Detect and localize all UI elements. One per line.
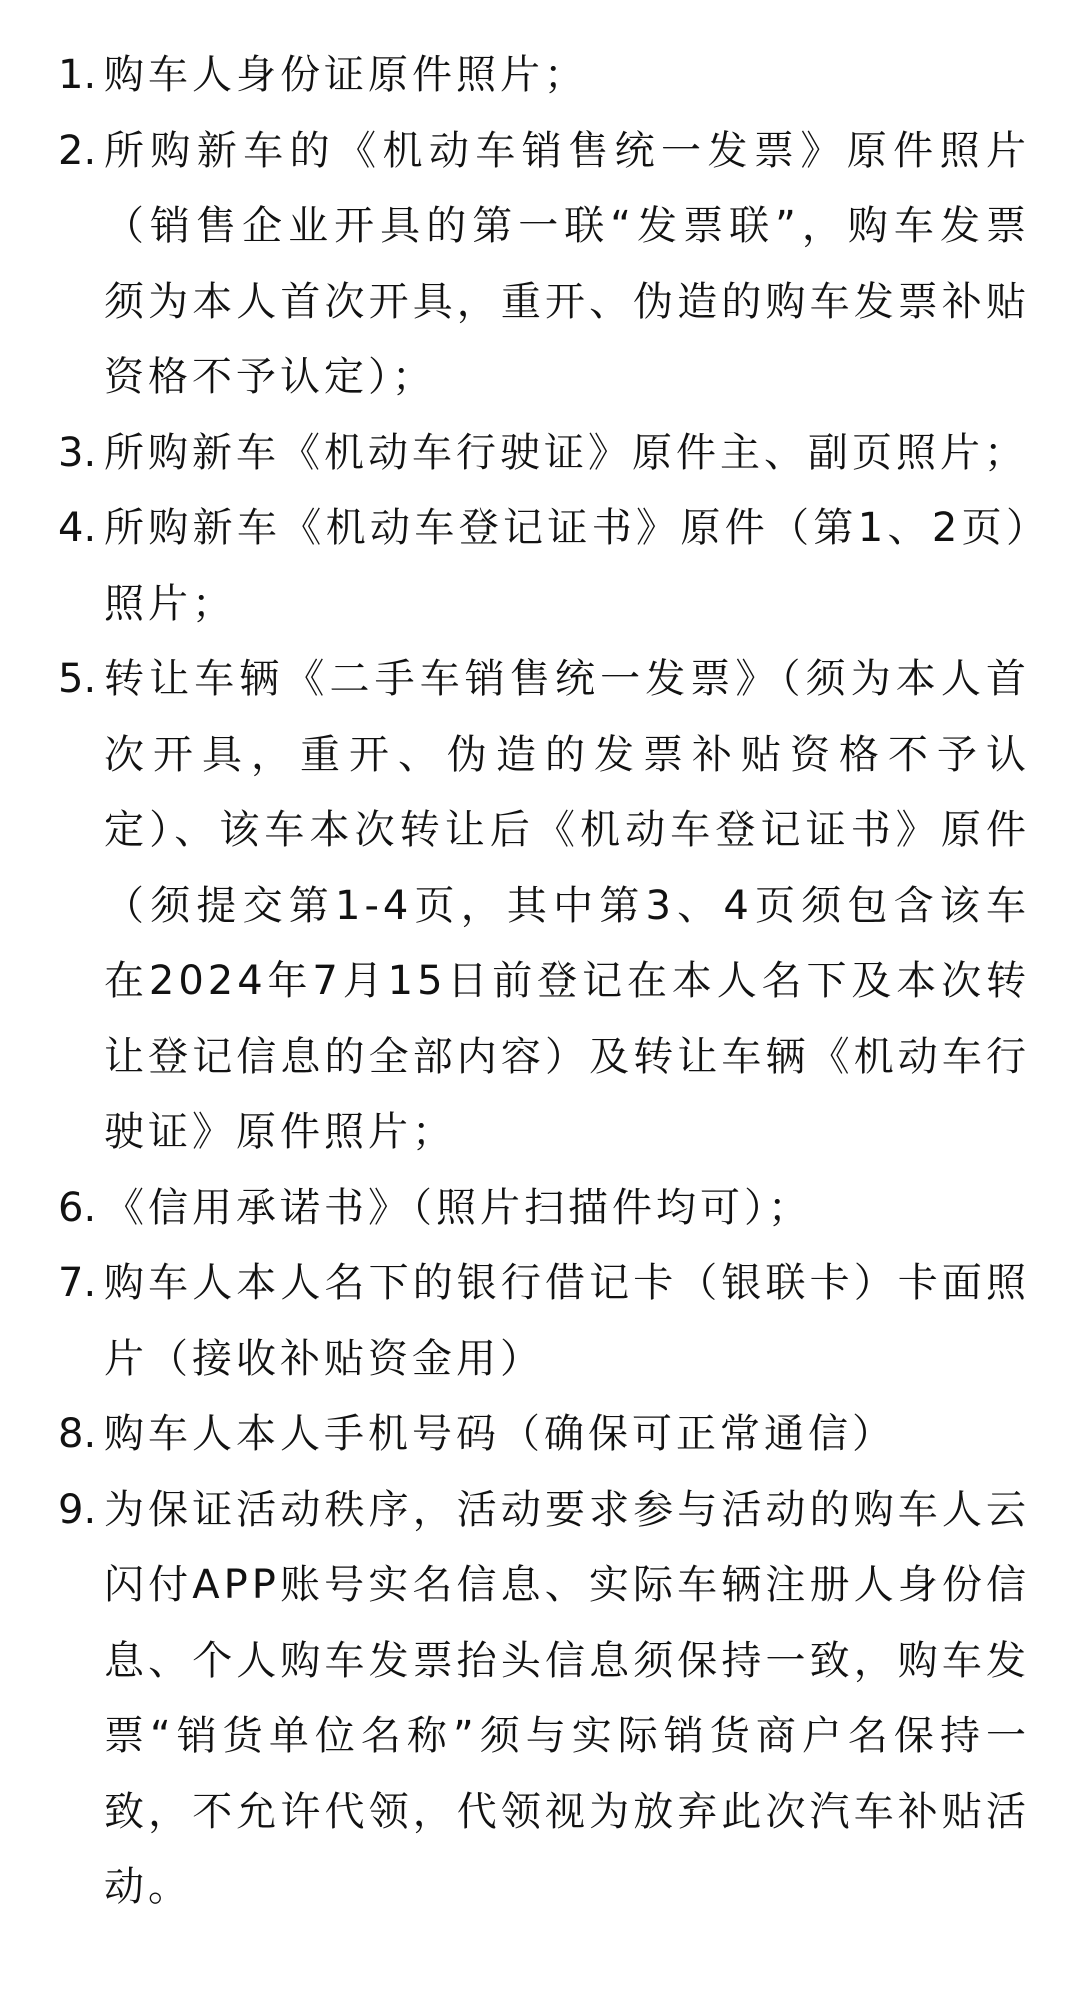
requirement-number: 7.	[58, 1260, 97, 1306]
requirement-text: 所购新车《机动车行驶证》原件主、副页照片；	[104, 429, 1028, 476]
requirement-item-7	[58, 1246, 1030, 1397]
requirement-text: 购车人身份证原件照片；	[104, 52, 588, 98]
requirement-number: 4.	[58, 505, 97, 551]
requirement-item-9	[58, 1473, 1030, 1926]
requirement-item-6	[58, 1171, 1030, 1247]
requirement-item-1	[58, 38, 1030, 114]
requirement-number: 5.	[58, 656, 97, 702]
requirement-item-5	[58, 642, 1030, 1171]
requirement-text: 所购新车《机动车登记证书》原件（第1、2页）照片；	[104, 505, 1030, 627]
requirement-item-4	[58, 491, 1030, 642]
requirement-text: 《信用承诺书》（照片扫描件均可）；	[104, 1184, 812, 1231]
requirement-item-3	[58, 416, 1030, 492]
requirement-text: 所购新车的《机动车销售统一发票》原件照片（销售企业开具的第一联“发票联”，购车发票须为本人首次开具，重开、伪造的购车发票补贴资格不予认定）；	[104, 127, 1030, 400]
requirement-text: 为保证活动秩序，活动要求参与活动的购车人云闪付APP账号实名信息、实际车辆注册人身份信息、个人购车发票抬头信息须保持一致，购车发票“销货单位名称”须与实际销货商户名保持一致，不允许代领，代领视为放弃此次汽车补贴活动。	[104, 1486, 1030, 1910]
requirement-item-8	[58, 1397, 1030, 1473]
requirement-item-2	[58, 114, 1030, 416]
requirement-text: 转让车辆《二手车销售统一发票》（须为本人首次开具，重开、伪造的发票补贴资格不予认定）、该车本次转让后《机动车登记证书》原件（须提交第1-4页，其中第3、4页须包含该车在2024年7月15日前登记在本人名下及本次转让登记信息的全部内容）及转让车辆《机动车行驶证》原件照片；	[104, 656, 1030, 1155]
requirement-number: 2.	[58, 127, 97, 174]
requirement-text: 购车人本人手机号码（确保可正常通信）	[104, 1411, 896, 1457]
requirement-number: 1.	[58, 52, 97, 98]
requirement-number: 3.	[58, 429, 97, 476]
requirement-number: 6.	[58, 1184, 97, 1231]
requirement-text: 购车人本人名下的银行借记卡（银联卡）卡面照片（接收补贴资金用）	[104, 1260, 1030, 1382]
requirements-list	[58, 38, 1030, 1926]
requirement-number: 9.	[58, 1486, 97, 1533]
requirement-number: 8.	[58, 1411, 97, 1457]
